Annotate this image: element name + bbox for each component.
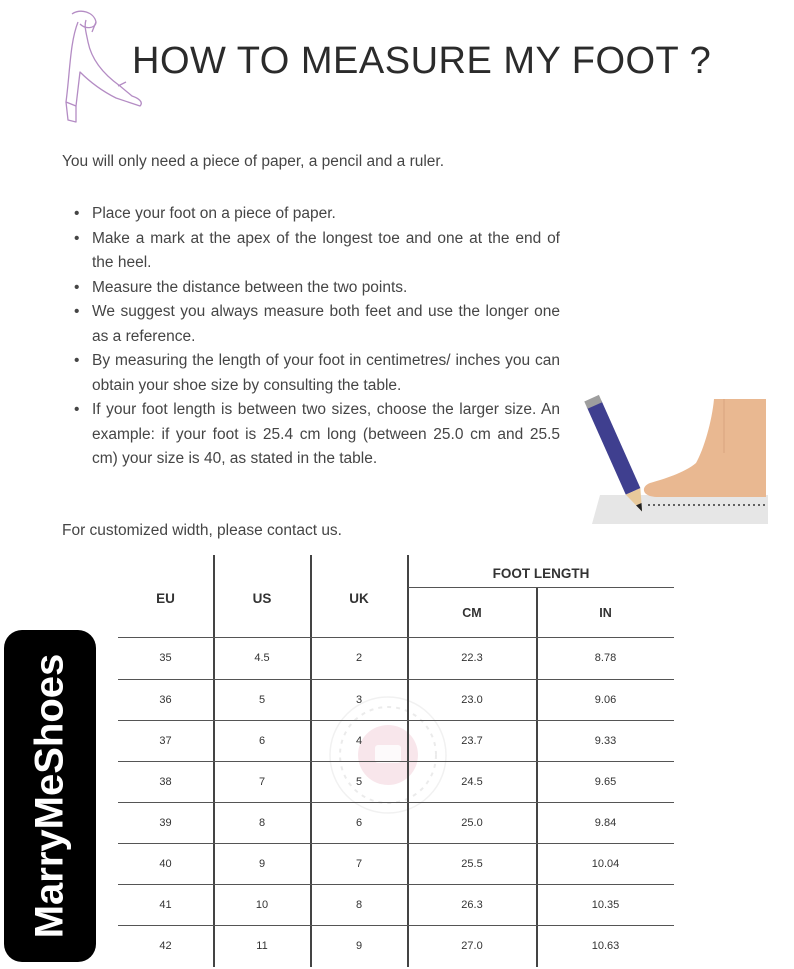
cell-us: 7: [258, 776, 266, 788]
cell-us: 5: [258, 694, 266, 706]
cell-cm: 25.5: [461, 858, 483, 870]
cell-eu: 41: [159, 899, 172, 911]
cell-eu: 40: [159, 858, 172, 870]
instruction-item: • By measuring the length of your foot in centimetres/ inches you can obtain your shoe size by consulting the table.: [74, 349, 560, 398]
cell-in: 8.78: [594, 652, 617, 664]
cell-us: 9: [258, 858, 266, 870]
logo-watermark: [323, 690, 453, 820]
cell-in: 10.63: [591, 940, 620, 952]
size-chart-table: [118, 555, 674, 967]
instruction-item: • We suggest you always measure both feet and use the longer one as a reference.: [74, 300, 560, 349]
pencil-marking-foot-icon: [578, 393, 778, 531]
cell-eu: 42: [159, 940, 172, 952]
cell-us: 10: [255, 899, 269, 911]
cell-uk: 4: [355, 735, 363, 747]
header-us: US: [252, 591, 272, 606]
cell-eu: 38: [159, 776, 172, 788]
header-eu: EU: [156, 591, 175, 606]
intro-text: You will only need a piece of paper, a pencil and a ruler.: [62, 153, 445, 170]
cell-uk: 3: [355, 694, 363, 706]
instruction-item: • If your foot length is between two sizes, choose the larger size. An example: if your foot is 25.4 cm long (between 25.0 cm and 25.5 cm) your size is 40, as stated in the table.: [74, 398, 560, 472]
instruction-item: • Place your foot on a piece of paper.: [74, 202, 560, 227]
cell-uk: 9: [355, 940, 363, 952]
cell-cm: 23.0: [461, 694, 483, 706]
header-in: IN: [599, 606, 612, 620]
cell-cm: 26.3: [461, 899, 483, 911]
brand-badge: [4, 630, 96, 962]
contact-note: For customized width, please contact us.: [62, 522, 342, 539]
cell-in: 9.06: [594, 694, 617, 706]
header-foot-length: FOOT LENGTH: [492, 566, 590, 581]
header-cm: CM: [462, 606, 482, 620]
instruction-item: • Make a mark at the apex of the longest toe and one at the end of the heel.: [74, 227, 560, 276]
cell-cm: 22.3: [461, 652, 483, 664]
instruction-item: • Measure the distance between the two points.: [74, 276, 560, 301]
cell-eu: 39: [159, 817, 172, 829]
instructions-list: [74, 202, 560, 472]
cell-cm: 24.5: [461, 776, 483, 788]
cell-in: 9.33: [594, 735, 617, 747]
cell-uk: 5: [355, 776, 363, 788]
cell-cm: 23.7: [461, 735, 483, 747]
cell-us: 11: [256, 940, 268, 952]
cell-uk: 7: [355, 858, 363, 870]
header-uk: UK: [349, 591, 369, 606]
cell-cm: 25.0: [461, 817, 483, 829]
page-title: HOW TO MEASURE MY FOOT ?: [132, 40, 712, 82]
brand-name: MarryMeShoes: [27, 653, 72, 939]
cell-eu: 36: [159, 694, 172, 706]
cell-uk: 8: [355, 899, 363, 911]
cell-us: 4.5: [254, 652, 270, 664]
cell-us: 6: [258, 735, 266, 747]
cell-eu: 37: [159, 735, 172, 747]
cell-uk: 6: [355, 817, 363, 829]
cell-in: 10.04: [591, 858, 620, 870]
cell-eu: 35: [159, 652, 172, 664]
cell-cm: 27.0: [461, 940, 483, 952]
cell-in: 9.65: [594, 776, 617, 788]
cell-in: 10.35: [591, 899, 620, 911]
cell-uk: 2: [355, 652, 363, 664]
cell-in: 9.84: [594, 817, 617, 829]
cell-us: 8: [258, 817, 266, 829]
